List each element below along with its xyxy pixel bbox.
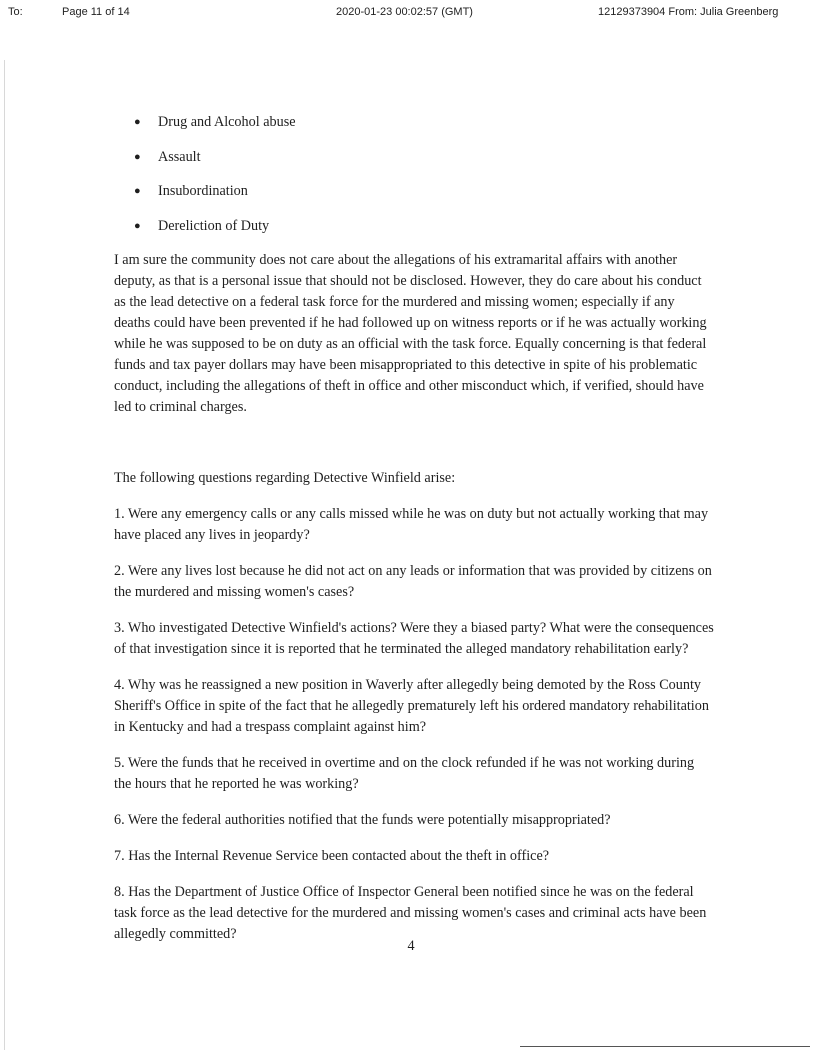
question-item: 3. Who investigated Detective Winfield's actions? Were they a biased party? What were the consequences of that investigation since it is reported that he terminated the alleged mandatory rehabilitation early? [114,620,714,657]
fax-timestamp: 2020-01-23 00:02:57 (GMT) [336,6,473,18]
list-item [114,112,714,133]
question-item: 5. Were the funds that he received in overtime and on the clock refunded if he was not working during the hours that he reported he was working? [114,755,695,792]
scan-bottom-edge [520,1046,810,1047]
community-concern-paragraph: I am sure the community does not care about the allegations of his extramarital affairs with another deputy, as that is a personal issue that should not be disclosed. However, they do care about his conduct as the lead detective on a federal task force for the murdered and missing women; especially if any deaths could have been prevented if he had followed up on witness reports or if he was actually working while he was supposed to be on duty as an official with the task force. Equally concerning is that federal funds and tax payer dollars may have been misappropriated to this detective in spite of his problematic conduct, including the allegations of theft in office and other misconduct which, if verified, should have led to criminal charges. [114,252,707,415]
bullet-icon: ● [134,219,141,232]
fax-sender: 12129373904 From: Julia Greenberg [598,6,779,18]
page-number [0,938,816,955]
document-body [114,112,714,945]
fax-header [0,6,816,22]
fax-page-count: Page 11 of 14 [62,6,130,18]
bullet-icon: ● [134,116,141,128]
fax-to-label: To: [8,6,23,18]
question-item: 7. Has the Internal Revenue Service been contacted about the theft in office? [114,848,550,864]
question-item: 2. Were any lives lost because he did not act on any leads or information that was provided by citizens on the murdered and missing women's cases? [114,563,712,600]
list-item-text: Assault [158,148,201,165]
bullet-icon: ● [134,185,141,197]
list-item [114,181,714,202]
question-item: 4. Why was he reassigned a new position in Waverly after allegedly being demoted by the Ross County Sheriff's Office in spite of the fact that he allegedly prematurely left his ordered mandatory rehabilitation in Kentucky and had a trespass complaint against him? [114,677,709,735]
question-item: 6. Were the federal authorities notified that the funds were potentially misappropriated? [114,812,611,828]
list-item [114,147,714,168]
question-item: 8. Has the Department of Justice Office of Inspector General been notified since he was on the federal task force as the lead detective for the murdered and missing women's cases and criminal acts have been allegedly committed? [114,884,707,942]
list-item-text: Drug and Alcohol abuse [158,114,296,130]
list-item-text: Dereliction of Duty [158,217,270,234]
bullet-icon: ● [134,150,141,163]
misconduct-list [114,112,714,237]
questions-intro: The following questions regarding Detective Winfield arise: [114,470,456,486]
page-number-text: 4 [407,938,415,954]
scan-left-edge [4,60,5,1050]
question-item: 1. Were any emergency calls or any calls missed while he was on duty but not actually working that may have placed any lives in jeopardy? [114,506,709,543]
list-item-text: Insubordination [158,183,248,199]
list-item [114,216,714,237]
